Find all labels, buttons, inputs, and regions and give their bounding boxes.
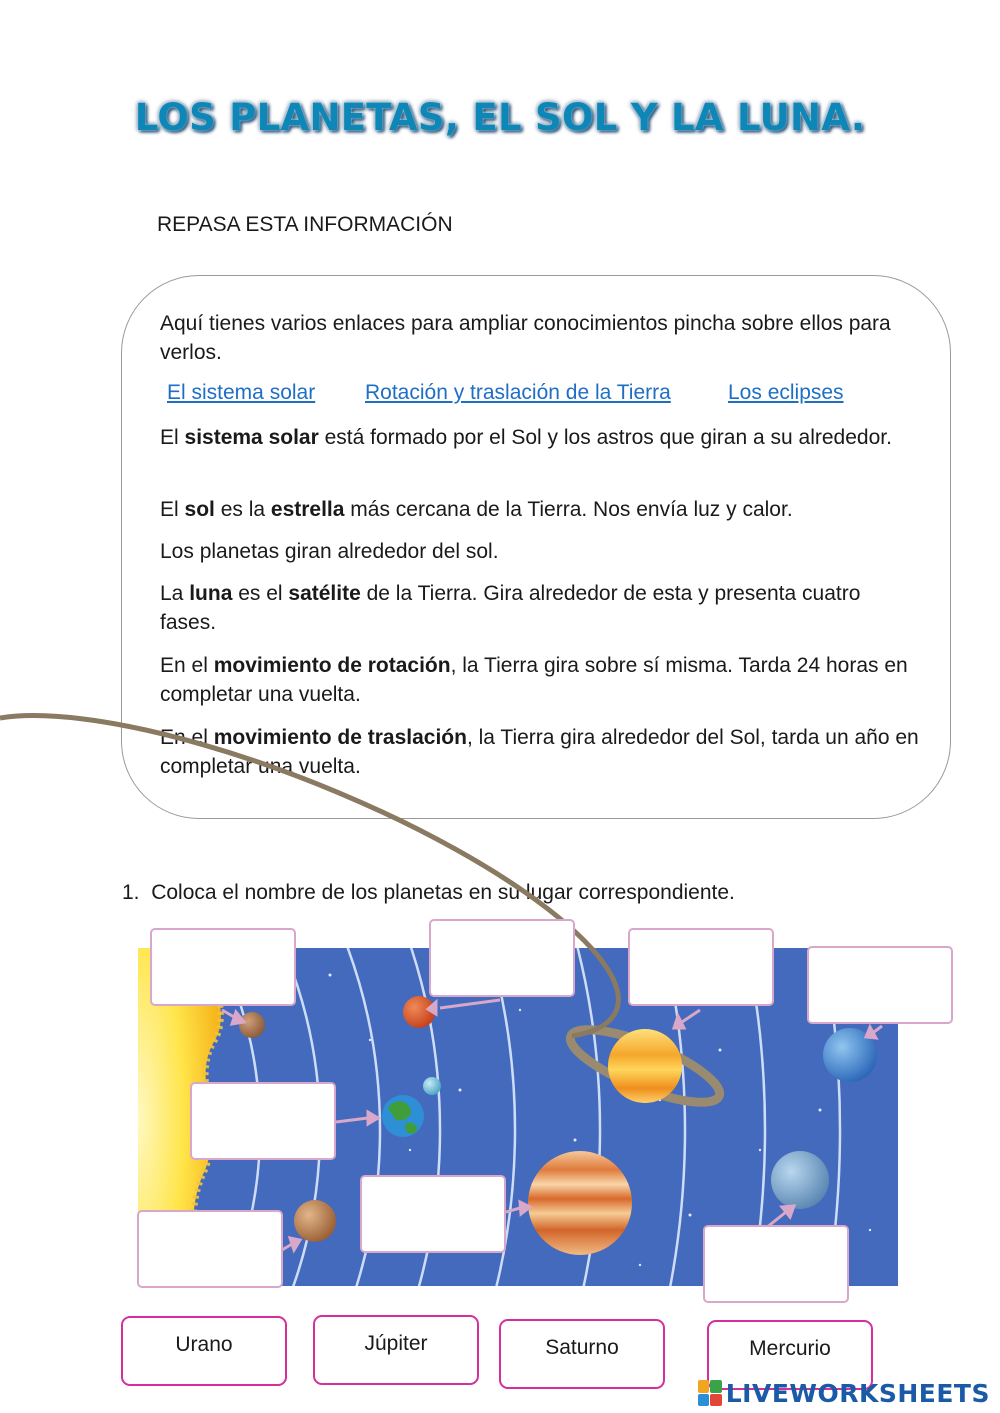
option-mercurio[interactable]: Mercurio	[707, 1320, 873, 1390]
drop-box-mercury[interactable]	[150, 928, 296, 1006]
drop-box-neptune[interactable]	[807, 946, 953, 1024]
link-eclipses[interactable]: Los eclipses	[728, 381, 844, 404]
drop-box-earth[interactable]	[190, 1082, 336, 1160]
logo-text: LIVEWORKSHEETS	[725, 1378, 990, 1408]
drop-box-mars[interactable]	[429, 919, 575, 997]
link-sistema-solar[interactable]: El sistema solar	[167, 381, 316, 404]
uranus-planet	[771, 1151, 829, 1209]
drop-box-uranus[interactable]	[703, 1225, 849, 1303]
info-paragraph-luna: La luna es el satélite de la Tierra. Gira alrededor de esta y presenta cuatro fases.	[160, 582, 861, 634]
info-intro: Aquí tienes varios enlaces para ampliar conocimientos pincha sobre ellos para verlos.	[160, 312, 891, 364]
link-rotacion-traslacion[interactable]: Rotación y traslación de la Tierra	[365, 381, 671, 404]
info-paragraph-planetas: Los planetas giran alrededor del sol.	[160, 540, 499, 563]
option-jupiter[interactable]: Júpiter	[313, 1315, 479, 1385]
option-urano[interactable]: Urano	[121, 1316, 287, 1386]
logo-mark-icon	[698, 1380, 722, 1406]
section-subtitle: REPASA ESTA INFORMACIÓN	[157, 213, 453, 236]
drop-box-venus[interactable]	[137, 1210, 283, 1288]
jupiter-planet	[528, 1151, 632, 1255]
drop-box-jupiter[interactable]	[360, 1175, 506, 1253]
page-title: LOS PLANETAS, EL SOL Y LA LUNA.	[134, 96, 866, 139]
earth-planet	[382, 1095, 424, 1137]
moon	[423, 1077, 441, 1095]
info-paragraph-rotacion: En el movimiento de rotación, la Tierra gira sobre sí misma. Tarda 24 horas en completar una vuelta.	[160, 654, 908, 706]
liveworksheets-logo	[698, 1377, 990, 1409]
drop-box-saturn[interactable]	[628, 928, 774, 1006]
info-paragraph-traslacion: En el movimiento de traslación, la Tierra gira alrededor del Sol, tarda un año en completar una vuelta.	[160, 726, 919, 778]
info-paragraph-sistema-solar: El sistema solar está formado por el Sol y los astros que giran a su alrededor.	[160, 426, 892, 449]
info-paragraph-sol: El sol es la estrella más cercana de la Tierra. Nos envía luz y calor.	[160, 498, 793, 521]
option-saturno[interactable]: Saturno	[499, 1319, 665, 1389]
venus-planet	[294, 1200, 336, 1242]
exercise-question: 1. Coloca el nombre de los planetas en su lugar correspondiente.	[122, 881, 735, 904]
mercury-planet	[239, 1012, 265, 1038]
